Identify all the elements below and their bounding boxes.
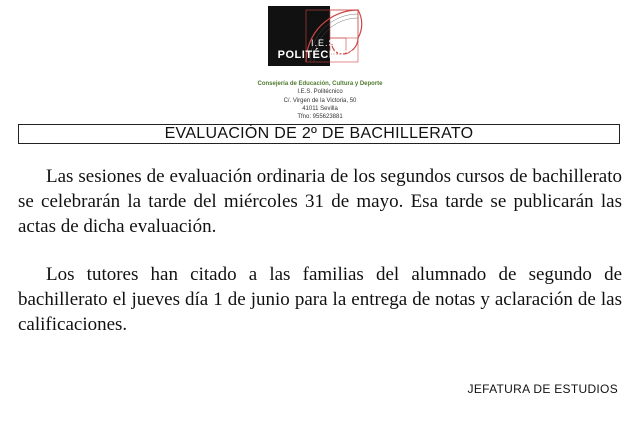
notice-title: EVALUACIÓN DE 2º DE BACHILLERATO: [18, 124, 620, 144]
street-line: C/. Virgen de la Victoria, 50: [283, 97, 357, 104]
logo-ies: I.E.S.: [310, 38, 339, 48]
phone-line: Tfno: 955623881: [297, 114, 343, 121]
logo-text: [268, 38, 368, 61]
logo-name: POLITÉCNICO: [277, 49, 359, 61]
school-name-line: I.E.S. Politécnico: [297, 89, 343, 96]
city-line: 41011 Sevilla: [302, 105, 338, 112]
consejeria-line: Consejería de Educación, Cultura y Deporte: [257, 81, 383, 87]
signature: JEFATURA DE ESTUDIOS: [467, 382, 618, 396]
notice-paragraph-1: Las sesiones de evaluación ordinaria de los segundos cursos de bachillerato se celebrarán la tarde del miércoles 31 de mayo. Esa tarde se publicarán las actas de dicha evaluación.: [18, 166, 622, 237]
notice-paragraph-2: Los tutores han citado a las familias del alumnado de segundo de bachillerato el jueves día 1 de junio para la entrega de notas y aclaración de las calificaciones.: [18, 264, 622, 335]
school-address: [200, 80, 440, 121]
